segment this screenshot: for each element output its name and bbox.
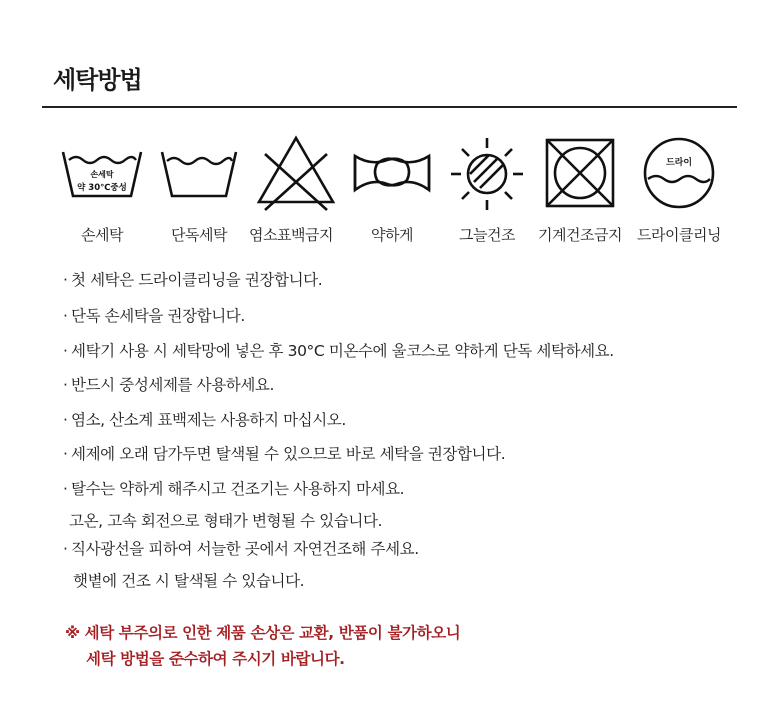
note-text: 염소, 산소계 표백제는 사용하지 마십시오. xyxy=(71,411,346,429)
gentle-wring-icon xyxy=(347,134,437,214)
note-bullet: · xyxy=(63,445,68,463)
note-item xyxy=(63,477,404,531)
note-text: 세제에 오래 담가두면 탈색될 수 있으므로 바로 세탁을 권장합니다. xyxy=(71,445,506,463)
dry-clean-inner: 드라이 xyxy=(665,158,693,168)
no-bleach-icon xyxy=(251,134,341,214)
shade-dry-label: 그늘건조 xyxy=(459,226,515,244)
note-bullet: · xyxy=(63,480,68,498)
note-item xyxy=(63,537,419,591)
no-machine-dry-icon xyxy=(535,134,625,214)
dry-clean-label: 드라이클리닝 xyxy=(637,226,721,244)
note-text: 탈수는 약하게 해주시고 건조기는 사용하지 마세요. xyxy=(71,480,405,498)
wash-alone-icon xyxy=(154,134,244,214)
title-divider xyxy=(42,106,737,108)
note-item xyxy=(63,373,274,395)
no-bleach-label: 염소표백금지 xyxy=(249,226,333,244)
care-warning-continued: 세탁 방법을 준수하여 주시기 바랍니다. xyxy=(86,650,345,668)
note-text: 세탁기 사용 시 세탁망에 넣은 후 30°C 미온수에 울코스로 약하게 단독 세탁하세요. xyxy=(71,342,614,360)
wash-alone-label: 단독세탁 xyxy=(171,226,227,244)
no-machine-dry-label: 기계건조금지 xyxy=(538,226,622,244)
note-item xyxy=(63,408,346,430)
hand-wash-inner-bottom: 약 30℃중성 xyxy=(77,183,127,193)
note-text-continued: 고온, 고속 회전으로 형태가 변형될 수 있습니다. xyxy=(69,512,383,530)
note-text-continued: 햇볕에 건조 시 탈색될 수 있습니다. xyxy=(73,572,305,590)
note-text: 첫 세탁은 드라이클리닝을 권장합니다. xyxy=(71,271,323,289)
hand-wash-icon xyxy=(57,134,147,214)
gentle-wring-label: 약하게 xyxy=(371,226,413,244)
note-bullet: · xyxy=(63,540,68,558)
note-item xyxy=(63,304,245,326)
note-text: 직사광선을 피하여 서늘한 곳에서 자연건조해 주세요. xyxy=(71,540,419,558)
note-item xyxy=(63,339,614,361)
dry-clean-icon xyxy=(634,134,724,214)
note-bullet: · xyxy=(63,376,68,394)
shade-dry-icon xyxy=(442,134,532,214)
note-bullet: · xyxy=(63,411,68,429)
note-bullet: · xyxy=(63,342,68,360)
note-bullet: · xyxy=(63,271,68,289)
page-title: 세탁방법 xyxy=(53,66,142,94)
note-text: 반드시 중성세제를 사용하세요. xyxy=(71,376,275,394)
note-bullet: · xyxy=(63,307,68,325)
note-text: 단독 손세탁을 권장합니다. xyxy=(71,307,245,325)
note-item xyxy=(63,268,322,290)
hand-wash-inner-top: 손세탁 xyxy=(90,170,114,179)
care-warning: ※ 세탁 부주의로 인한 제품 손상은 교환, 반품이 불가하오니 xyxy=(65,624,461,642)
hand-wash-label: 손세탁 xyxy=(81,226,123,244)
note-item xyxy=(63,442,505,464)
